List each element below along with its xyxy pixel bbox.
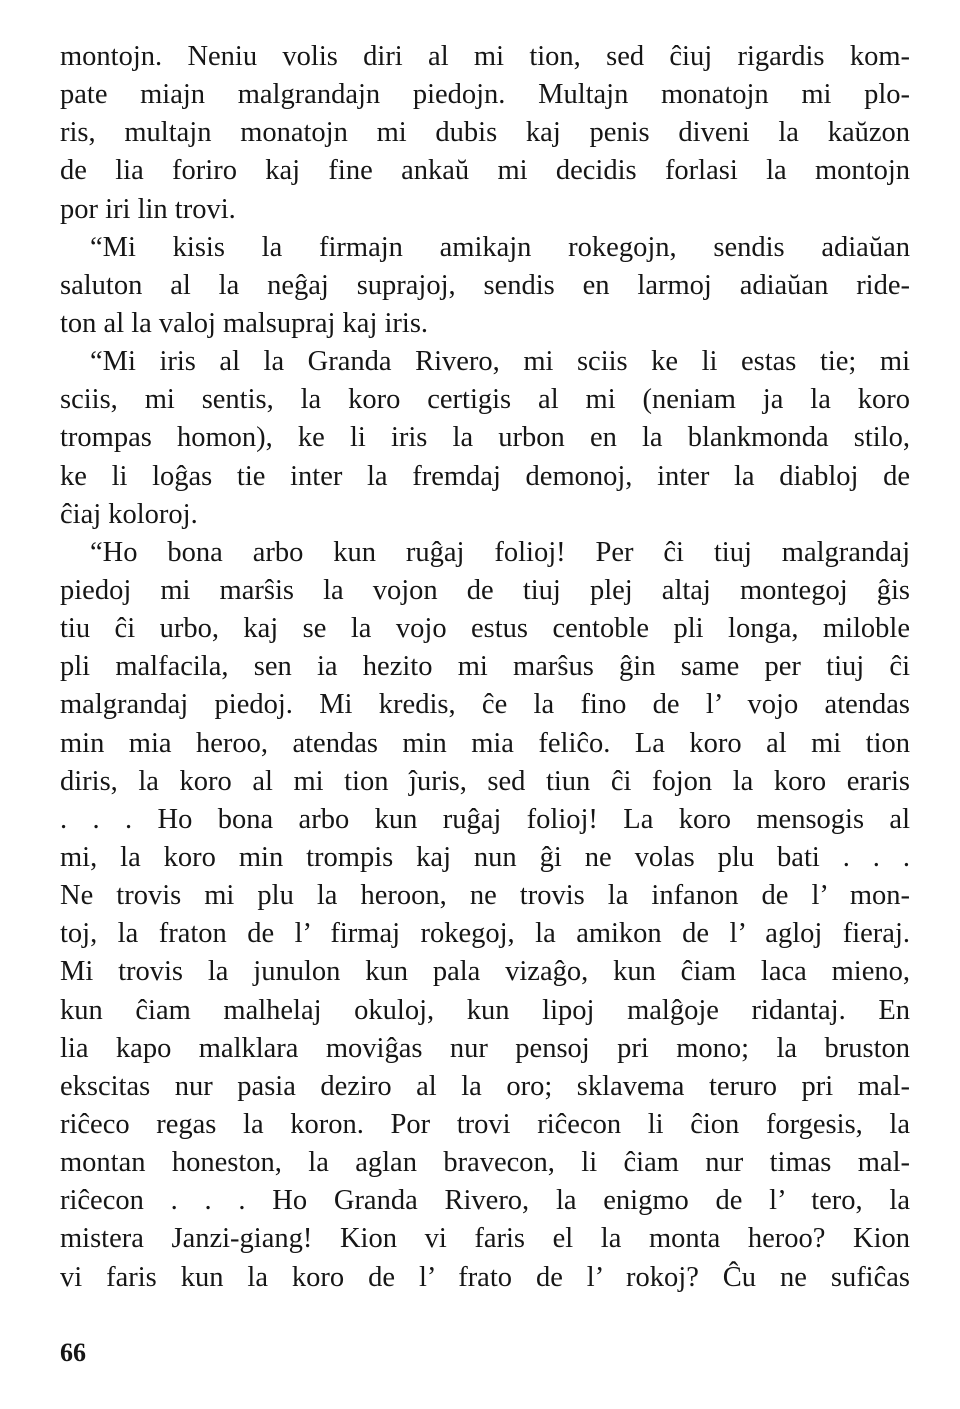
text-line: diris, la koro al mi tion ĵuris, sed tiun ĉi fojon la koro eraris [60,765,910,797]
page-number: 66 [60,1338,86,1367]
text-line: vi faris kun la koro de l’ frato de l’ rokoj? Ĉu ne sufiĉas [60,1261,910,1293]
text-line: “Ho bona arbo kun ruĝaj folioj! Per ĉi tiuj malgrandaj [90,536,910,568]
text-line: piedoj mi marŝis la vojon de tiuj plej altaj montegoj ĝis [60,574,910,606]
text-line: riĉeco regas la koron. Por trovi riĉecon li ĉion forgesis, la [60,1108,910,1140]
text-line: “Mi kisis la firmajn amikajn rokegojn, sendis adiaŭan [90,231,910,263]
text-line: trompas homon), ke li iris la urbon en la blankmonda stilo, [60,422,910,454]
text-line: lia kapo malklara moviĝas nur pensoj pri mono; la bruston [60,1032,910,1064]
text-line: malgrandaj piedoj. Mi kredis, ĉe la fino de l’ vojo atendas [60,689,910,721]
text-line: Mi trovis la junulon kun pala vizaĝo, kun ĉiam laca mieno, [60,956,910,988]
text-line: pate miajn malgrandajn piedojn. Multajn monatojn mi plo- [60,79,910,111]
text-line: montojn. Neniu volis diri al mi tion, sed ĉiuj rigardis kom- [60,41,910,72]
text-line: ekscitas nur pasia deziro al la oro; sklavema teruro pri mal- [60,1070,910,1102]
text-line: por iri lin trovi. [60,193,236,225]
text-line: sciis, mi sentis, la koro certigis al mi (neniam ja la koro [60,384,910,416]
text-line: ris, multajn monatojn mi dubis kaj penis diveni la kaŭzon [60,117,910,149]
text-line: riĉecon . . . Ho Granda Rivero, la enigmo de l’ tero, la [60,1185,910,1217]
body-text [60,38,910,1297]
text-line: de lia foriro kaj fine ankaŭ mi decidis forlasi la montojn [60,155,910,187]
text-line: saluton al la neĝaj suprajoj, sendis en larmoj adiaŭan ride- [60,269,910,301]
text-line: “Mi iris al la Granda Rivero, mi sciis ke li estas tie; mi [90,346,910,378]
text-line: ke li loĝas tie inter la fremdaj demonoj, inter la diabloj de [60,460,910,492]
text-line: . . . Ho bona arbo kun ruĝaj folioj! La koro mensogis al [60,803,910,835]
text-line: toj, la fraton de l’ firmaj rokegoj, la amikon de l’ agloj fieraj. [60,918,910,950]
text-line: ton al la valoj malsupraj kaj iris. [60,307,429,339]
text-line: montan honeston, la aglan bravecon, li ĉiam nur timas mal- [60,1147,910,1179]
text-line: ĉiaj koloroj. [60,498,198,530]
text-line: kun ĉiam malhelaj okuloj, kun lipoj malĝoje ridantaj. En [60,994,910,1026]
text-line: tiu ĉi urbo, kaj se la vojo estus centoble pli longa, miloble [60,613,910,645]
text-line: mi, la koro min trompis kaj nun ĝi ne volas plu bati . . . [60,841,910,873]
text-line: mistera Janzi-giang! Kion vi faris el la monta heroo? Kion [60,1223,910,1255]
text-line: pli malfacila, sen ia hezito mi marŝus ĝin same per tiuj ĉi [60,651,910,683]
text-line: min mia heroo, atendas min mia feliĉo. La koro al mi tion [60,727,910,759]
text-line: Ne trovis mi plu la heroon, ne trovis la infanon de l’ mon- [60,880,910,912]
